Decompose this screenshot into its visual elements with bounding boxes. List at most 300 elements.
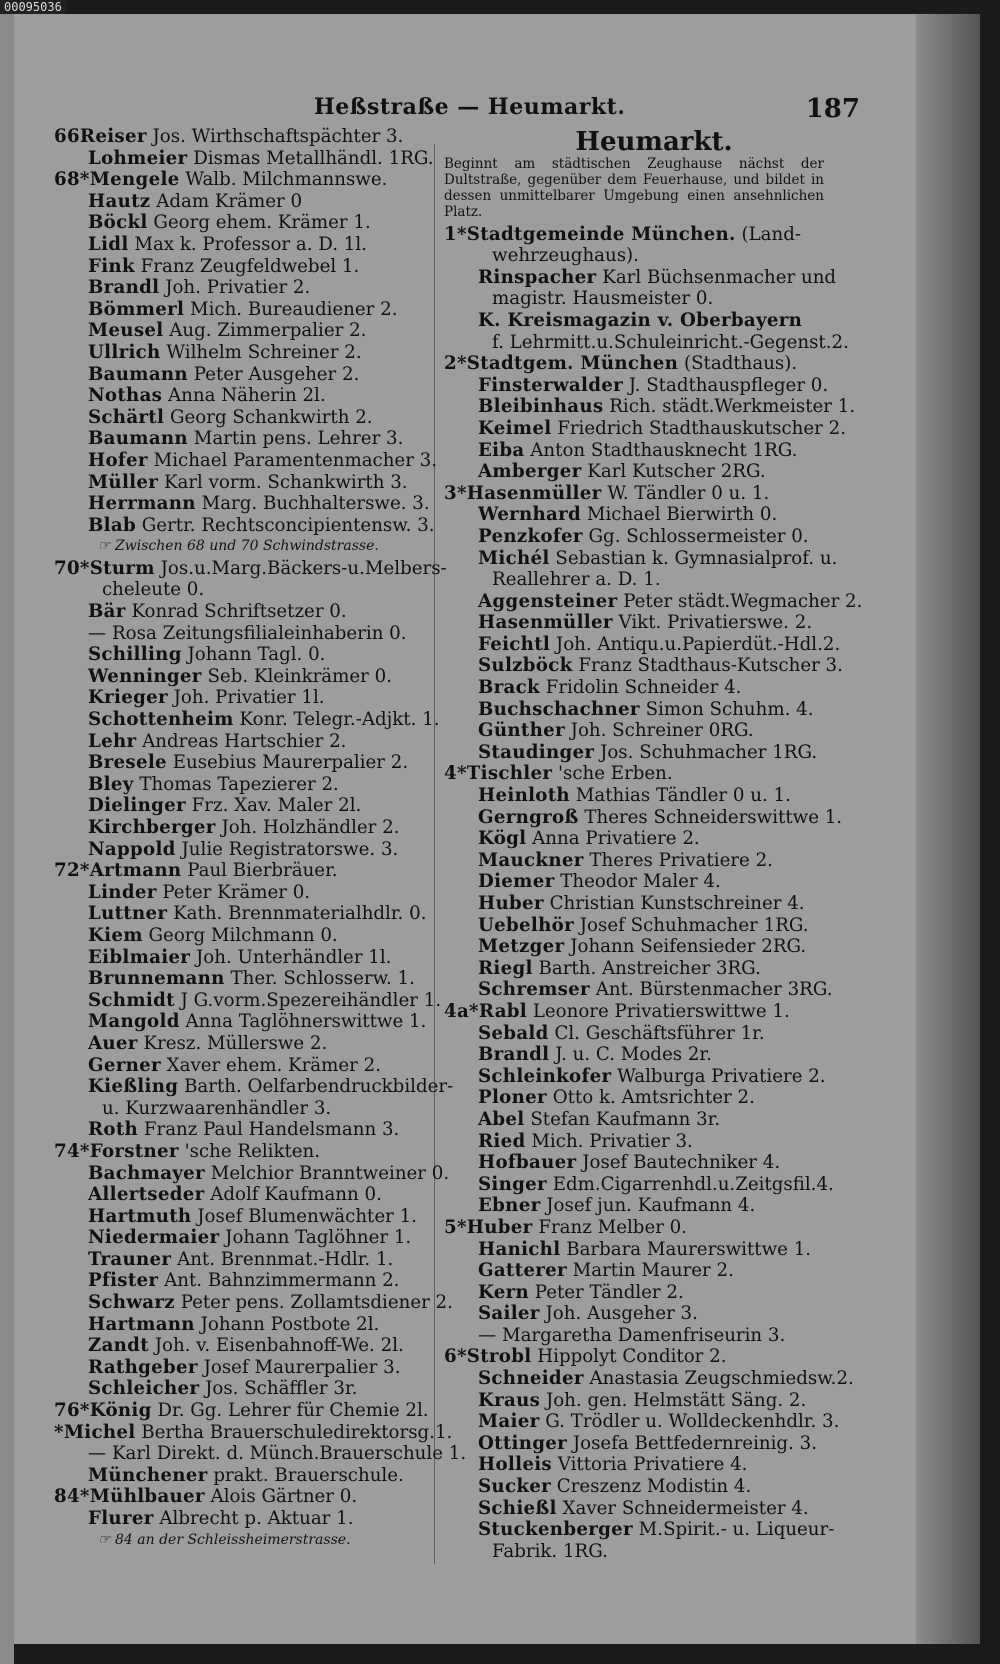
resident-name: Tischler [466,763,553,785]
entry-details: Karl Büchsenmacher und [602,266,837,288]
entry-details: Walburga Privatiere 2. [617,1065,826,1087]
directory-entry [54,1443,467,1465]
entry-details: Friedrich Stadthauskutscher 2. [557,417,846,439]
entry-details: Franz Paul Handelsmann 3. [143,1119,400,1141]
resident-name: Michel [63,1421,136,1443]
resident-name: Kern [478,1281,529,1303]
entry-details: Fridolin Schneider 4. [545,677,742,699]
entry-details: Seb. Kleinkrämer 0. [207,665,392,687]
resident-name: Hasenmüller [478,612,613,634]
directory-entry [54,860,454,882]
directory-entry [54,320,454,342]
directory-entry [54,342,454,364]
directory-entry [54,1163,454,1185]
house-number: 4* [444,763,467,785]
directory-entry [54,558,454,580]
entry-details: Stefan Kaufmann 3r. [530,1108,721,1130]
resident-name: Luttner [88,903,168,925]
directory-entry [54,515,454,537]
resident-name: Sulzböck [478,655,573,677]
entry-details: Franz Zeugfeldwebel 1. [140,255,360,277]
resident-name: Diemer [478,871,555,893]
entry-details: J. u. C. Modes 2r. [555,1044,712,1066]
resident-name: Stadtgemeinde München. [466,223,736,245]
entry-details: Johann Taglöhner 1. [225,1227,412,1249]
directory-entry [444,1217,864,1239]
directory-entry [444,1087,864,1109]
directory-entry [444,548,864,570]
house-number: 1* [444,223,467,245]
resident-name: Trauner [88,1248,172,1270]
entry-details: Max k. Professor a. D. 1l. [134,233,367,255]
entry-details: Eusebius Maurerpalier 2. [172,752,409,774]
resident-name: Abel [478,1108,525,1130]
resident-name: Staudinger [478,741,595,763]
resident-name: Wernhard [478,504,582,526]
resident-name: Bley [88,773,134,795]
directory-entry [54,968,454,990]
directory-entry [54,126,454,148]
resident-name: Hartmuth [88,1205,192,1227]
directory-entry [54,1465,454,1487]
directory-entry [444,224,864,246]
directory-entry [54,903,454,925]
resident-name: Buchschachner [478,698,640,720]
resident-name: Sebald [478,1022,549,1044]
resident-name: Riegl [478,957,533,979]
directory-entry [444,569,864,591]
entry-details: Theodor Maler 4. [560,871,721,893]
directory-entry [444,850,864,872]
resident-name: Roth [88,1119,139,1141]
cross-reference-note [54,536,454,558]
directory-entry [54,1314,454,1336]
entry-details: Martin Maurer 2. [572,1260,734,1282]
directory-entry [54,407,454,429]
entry-details: Gg. Schlossermeister 0. [588,525,809,547]
book-page [14,14,980,1644]
resident-name: Ottinger [478,1432,568,1454]
directory-entry [54,1378,454,1400]
entry-details: Johann Postbote 2l. [200,1313,380,1335]
directory-entry [444,310,864,332]
resident-name: Baumann [88,428,188,450]
directory-entry [54,1119,454,1141]
house-number: 74* [54,1140,90,1162]
resident-name: Brandl [88,277,160,299]
directory-entry [54,839,454,861]
resident-name: Rathgeber [88,1356,198,1378]
directory-entry [54,1206,454,1228]
resident-name: Meusel [88,320,164,342]
entry-details: Frz. Xav. Maler 2l. [191,795,362,817]
resident-name: Amberger [478,461,582,483]
entry-details: Anna Privatiere 2. [532,828,700,850]
entry-details: 'sche Erben. [558,763,673,785]
entry-details: Bertha Brauerschuledirektorsg.1. [141,1421,453,1443]
resident-name: Blab [88,514,136,536]
resident-name: Brandl [478,1044,550,1066]
resident-name: Mühlbauer [89,1486,205,1508]
entry-details: Mich. Privatier 3. [531,1130,693,1152]
directory-entry [54,579,454,601]
directory-entry [444,893,864,915]
entry-details: Fabrik. 1RG. [492,1540,608,1562]
directory-entry [54,709,454,731]
directory-entry [444,332,864,354]
entry-details: Mathias Tändler 0 u. 1. [575,785,791,807]
resident-name: Kießling [88,1076,179,1098]
entry-details: Marg. Buchhalterswe. 3. [201,493,430,515]
resident-name: Aggensteiner [478,590,618,612]
entry-details: Aug. Zimmerpalier 2. [169,320,367,342]
resident-name: Mangold [88,1011,180,1033]
resident-name: Hofbauer [478,1152,577,1174]
directory-entry [444,1541,864,1563]
entry-details: Georg Schankwirth 2. [170,406,373,428]
directory-entry [444,1476,864,1498]
page-edge-shadow [916,14,980,1644]
entry-details: wehrzeughaus). [492,245,639,267]
resident-name: Uebelhör [478,914,574,936]
resident-name: Schleinkofer [478,1065,612,1087]
directory-entry [54,1011,454,1033]
resident-name: Brunnemann [88,968,225,990]
resident-name: König [89,1400,152,1422]
directory-entry [444,677,864,699]
entry-details: Wilhelm Schreiner 2. [166,341,362,363]
entry-details: Otto k. Amtsrichter 2. [552,1087,755,1109]
entry-details: Josef jun. Kaufmann 4. [546,1195,756,1217]
resident-name: Baumann [88,363,188,385]
directory-entry [54,493,454,515]
resident-name: Kiem [88,924,143,946]
entry-details: M.Spirit.- u. Liqueur- [638,1519,835,1541]
directory-entry [444,1346,864,1368]
directory-entry [444,612,864,634]
resident-name: Forstner [89,1140,179,1162]
directory-entry [444,526,864,548]
resident-name: Allertseder [88,1184,205,1206]
directory-entry [444,1044,864,1066]
entry-details: Peter Krämer 0. [162,881,311,903]
directory-entry [444,1303,864,1325]
entry-details: Adam Krämer 0 [156,190,303,212]
entry-details: Thomas Tapezierer 2. [139,773,339,795]
resident-name: Lohmeier [88,147,188,169]
resident-name: Müller [88,471,159,493]
entry-details: Josef Bautechniker 4. [582,1152,781,1174]
resident-name: Maier [478,1411,540,1433]
resident-name: Lidl [88,233,129,255]
resident-name: Schilling [88,644,182,666]
resident-name: Bär [88,601,126,623]
directory-entry [54,428,454,450]
directory-entry [54,1033,454,1055]
directory-entry [444,1152,864,1174]
entry-details: Ant. Brennmat.-Hdlr. 1. [177,1248,394,1270]
entry-details: Ther. Schlosserw. 1. [230,968,415,990]
resident-name: Sturm [89,557,155,579]
resident-name: Krieger [88,687,168,709]
resident-name: Herrmann [88,493,196,515]
resident-name: Michél [478,547,550,569]
directory-entry [54,1141,454,1163]
directory-entry [444,353,864,375]
entry-details: Josef Blumenwächter 1. [197,1205,417,1227]
entry-details: Jos.u.Marg.Bäckers-u.Melbers- [160,557,447,579]
entry-details: Theres Schneiderswittwe 1. [584,806,843,828]
resident-name: Gatterer [478,1260,567,1282]
resident-name: Ploner [478,1087,547,1109]
house-number: 5* [444,1216,467,1238]
directory-entry [54,752,454,774]
scan-edge [0,0,14,1664]
entry-details: Christian Kunstschreiner 4. [549,893,805,914]
directory-entry [444,699,864,721]
entry-details: Joh. Privatier 1l. [173,687,325,709]
resident-name: Singer [478,1173,547,1195]
entry-details: Peter städt.Wegmacher 2. [623,590,863,612]
house-number: 76* [54,1400,90,1422]
entry-details: Anna Näherin 2l. [168,385,326,407]
directory-entry [444,1239,864,1261]
resident-name: Metzger [478,936,565,958]
directory-entry [54,1055,454,1077]
directory-entry [444,936,864,958]
house-number: 6* [444,1346,467,1368]
entry-details: Mich. Bureaudiener 2. [189,298,398,320]
directory-entry [444,1001,864,1023]
resident-name: Bachmayer [88,1162,205,1184]
directory-entry [54,687,454,709]
entry-details: ☞ Zwischen 68 und 70 Schwindstrasse. [98,538,379,555]
resident-name: Münchener [88,1464,208,1486]
scan-id: 00095036 [0,0,66,14]
running-title: Heßstraße — Heumarkt. [314,94,626,120]
entry-details: Peter pens. Zollamtsdiener 2. [180,1292,453,1314]
directory-entry [444,720,864,742]
resident-name: Niedermaier [88,1227,220,1249]
entry-details: Reallehrer a. D. 1. [492,569,661,591]
house-number: 70* [54,557,90,579]
directory-entry [444,634,864,656]
entry-details: f. Lehrmitt.u.Schuleinricht.-Gegenst.2. [492,331,849,353]
entry-details: Johann Tagl. 0. [187,644,326,666]
cross-reference-note [54,1530,454,1552]
entry-details: Peter Tändler 2. [534,1281,684,1303]
street-heading: Heumarkt. [575,127,733,157]
directory-entry [444,1368,864,1390]
directory-entry [54,731,454,753]
directory-entry [54,1098,454,1120]
entry-details: Andreas Hartschier 2. [142,730,347,752]
directory-entry [444,1519,864,1541]
resident-name: Penzkofer [478,525,583,547]
entry-details: Walb. Milchmannswe. [185,169,388,191]
house-number: 4a* [444,1000,479,1022]
directory-entry [54,299,454,321]
resident-name: Bresele [88,752,167,774]
entry-details: Dr. Gg. Lehrer für Chemie 2l. [157,1400,429,1422]
directory-entry [54,191,454,213]
resident-name: Wenninger [88,665,202,687]
directory-entry [444,1411,864,1433]
resident-name: Fink [88,255,135,277]
resident-name: Gerngroß [478,806,579,828]
entry-details: Konrad Schriftsetzer 0. [131,601,347,623]
directory-entry [444,591,864,613]
entry-details: Vittoria Privatiere 4. [557,1454,748,1476]
entry-details: (Land- [741,223,802,245]
entry-details: Albrecht p. Aktuar 1. [159,1508,354,1529]
entry-details: Joh. gen. Helmstätt Säng. 2. [545,1389,807,1411]
entry-details: Joh. Antiqu.u.Papierdüt.-Hdl.2. [555,633,841,655]
resident-name: Rinspacher [478,266,597,288]
directory-entry [444,1433,864,1455]
entry-details: Rich. städt.Werkmeister 1. [609,396,856,418]
entry-details: Michael Bierwirth 0. [586,504,778,526]
resident-name: Schwarz [88,1292,175,1314]
directory-entry [444,267,864,289]
entry-details: Julie Registratorswe. 3. [181,838,399,860]
entry-details: Barth. Anstreicher 3RG. [538,957,761,979]
right-entries [444,224,864,1563]
right-column [444,127,864,1562]
house-number: 3* [444,482,467,504]
entry-details: prakt. Brauerschule. [213,1464,404,1486]
directory-entry [444,915,864,937]
entry-details: Ant. Bahnzimmermann 2. [164,1270,400,1292]
directory-entry [444,828,864,850]
house-number: 84* [54,1486,90,1508]
resident-name: Schottenheim [88,709,234,731]
directory-entry [444,1260,864,1282]
resident-name: Mengele [89,169,180,191]
entry-details: Peter Ausgeher 2. [193,363,360,385]
entry-details: Adolf Kaufmann 0. [210,1184,382,1206]
resident-name: Schneider [478,1368,584,1390]
resident-name: Kirchberger [88,817,216,838]
resident-name: Linder [88,881,157,903]
house-number: * [54,1421,64,1443]
directory-entry [444,763,864,785]
resident-name: Schmidt [88,989,175,1011]
directory-entry [444,655,864,677]
directory-entry [54,472,454,494]
entry-details: Georg ehem. Krämer 1. [153,212,371,234]
resident-name: Zandt [88,1335,149,1357]
directory-entry [54,148,454,170]
resident-name: Nappold [88,838,176,860]
house-number: 2* [444,353,467,375]
house-number: 72* [54,860,90,882]
resident-name: Huber [478,893,544,914]
entry-details: J. Stadthauspfleger 0. [628,374,829,396]
entry-details: Joh. Schreiner 0RG. [570,720,754,742]
resident-name: Hautz [88,190,151,212]
directory-entry [54,277,454,299]
entry-details: Joh. v. Eisenbahnoff-We. 2l. [154,1335,404,1357]
entry-details: — Karl Direkt. d. Münch.Brauerschule 1. [88,1443,467,1465]
entry-details: Edm.Cigarrenhdl.u.Zeitgsfil.4. [552,1173,834,1195]
entry-details: 'sche Relikten. [184,1140,321,1162]
directory-entry [444,418,864,440]
resident-name: Flurer [88,1508,154,1529]
entry-details: Michael Paramentenmacher 3. [153,449,438,471]
resident-name: Schießl [478,1497,557,1519]
directory-entry [54,234,454,256]
directory-entry [54,882,454,904]
entry-details: Gertr. Rechtsconcipientensw. 3. [141,514,435,536]
resident-name: Eiba [478,439,525,461]
resident-name: Stadtgem. München [466,353,679,375]
directory-entry [54,666,454,688]
directory-entry [444,1109,864,1131]
entry-details: Creszenz Modistin 4. [556,1476,752,1498]
entry-details: Sebastian k. Gymnasialprof. u. [555,547,838,569]
resident-name: Bleibinhaus [478,396,604,418]
resident-name: Reiser [79,126,147,147]
directory-entry [444,245,864,267]
resident-name: Hanichl [478,1238,561,1260]
resident-name: Gerner [88,1054,161,1076]
entry-details: Josef Maurerpalier 3. [203,1356,401,1378]
entry-details: — Rosa Zeitungsfilialeinhaberin 0. [88,622,407,644]
left-column [54,126,467,1551]
entry-details: Jos. Wirthschaftspächter 3. [152,126,404,147]
entry-details: Georg Milchmann 0. [148,924,338,946]
entry-details: Simon Schuhm. 4. [645,698,814,720]
directory-entry [444,440,864,462]
entry-details: Theres Privatiere 2. [589,849,773,871]
entry-details: Barbara Maurerswittwe 1. [566,1238,812,1260]
entry-details: Cl. Geschäftsführer 1r. [554,1022,765,1044]
entry-details: Paul Bierbräuer. [187,860,338,882]
entry-details: Alois Gärtner 0. [210,1486,358,1508]
directory-entry [444,1454,864,1476]
directory-entry [444,1195,864,1217]
resident-name: Brack [478,677,540,699]
directory-entry [54,385,454,407]
directory-entry [54,1227,454,1249]
directory-entry [54,1076,454,1098]
directory-entry [54,601,454,623]
entry-details: Xaver Schneidermeister 4. [562,1497,809,1519]
directory-entry [54,1422,454,1444]
entry-details: — Margaretha Damenfriseurin 3. [478,1324,786,1346]
directory-entry [444,742,864,764]
resident-name: Lehr [88,730,137,752]
directory-entry [54,1249,454,1271]
entry-details: Martin pens. Lehrer 3. [193,428,404,450]
resident-name: Auer [88,1032,138,1054]
resident-name: Schleicher [88,1378,200,1400]
resident-name: Holleis [478,1454,552,1476]
directory-entry [54,644,454,666]
entry-details: Anna Taglöhnerswittwe 1. [185,1011,427,1033]
entry-details: Joh. Holzhändler 2. [221,817,400,838]
entry-details: cheleute 0. [102,579,205,601]
entry-details: Leonore Privatierswittwe 1. [532,1000,790,1022]
directory-entry [444,979,864,1001]
directory-entry [444,1023,864,1045]
directory-entry [54,947,454,969]
resident-name: Schremser [478,979,590,1001]
entry-details: Anastasia Zeugschmiedsw.2. [589,1368,854,1390]
resident-name: Artmann [89,860,182,882]
directory-entry [54,450,454,472]
